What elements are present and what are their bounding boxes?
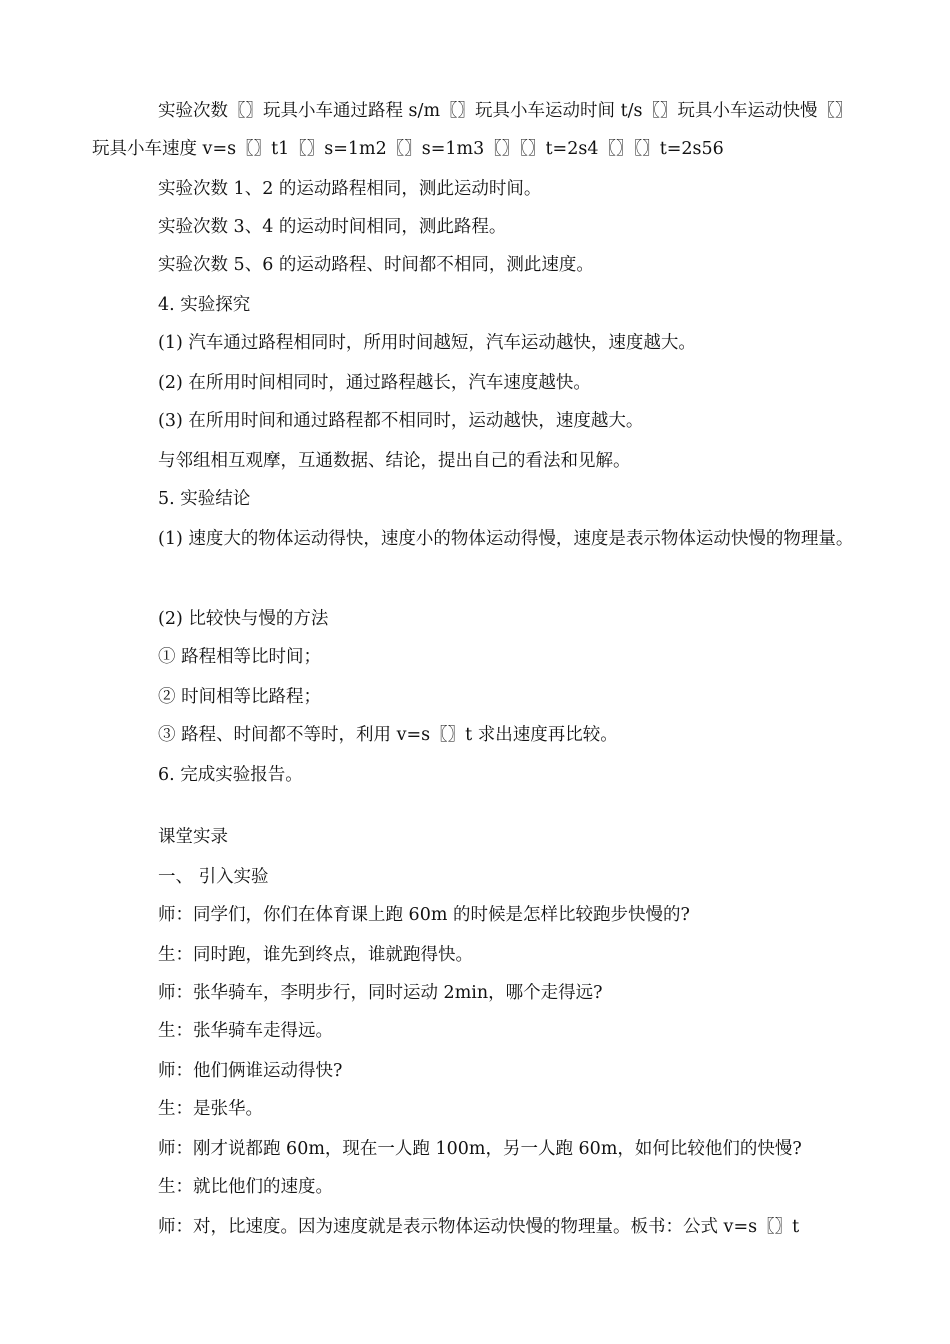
dialogue-line-6: 生：是张华。 [158,1099,263,1119]
dialogue-line-9: 师：对，比速度。因为速度就是表示物体运动快慢的物理量。板书：公式 v=s〖〗t [158,1217,800,1237]
dialogue-line-8: 生：就比他们的速度。 [158,1177,333,1197]
dialogue-line-1: 师：同学们，你们在体育课上跑 60m 的时候是怎样比较跑步快慢的? [158,905,690,925]
paragraph-12: ② 时间相等比路程； [158,687,322,707]
paragraph-5: (1) 汽车通过路程相同时，所用时间越短，汽车运动越快，速度越大。 [158,333,696,353]
dialogue-line-5: 师：他们俩谁运动得快? [158,1061,343,1081]
paragraph-2: 实验次数 1、2 的运动路程相同，测此运动时间。 [158,179,542,199]
paragraph-3: 实验次数 3、4 的运动时间相同，测此路程。 [158,217,507,237]
dialogue-line-7: 师：刚才说都跑 60m，现在一人跑 100m，另一人跑 60m，如何比较他们的快慢? [158,1139,802,1159]
paragraph-10: (2) 比较快与慢的方法 [158,609,329,629]
paragraph-8: 与邻组相互观摩，互通数据、结论，提出自己的看法和见解。 [158,451,631,471]
paragraph-7: (3) 在所用时间和通过路程都不相同时，运动越快，速度越大。 [158,411,644,431]
section-heading-6: 6. 完成实验报告。 [158,765,303,785]
section-heading-5: 5. 实验结论 [158,489,251,509]
paragraph-9: (1) 速度大的物体运动得快，速度小的物体运动得慢，速度是表示物体运动快慢的物理量。 [158,529,854,549]
paragraph-11: ① 路程相等比时间； [158,647,322,667]
section-heading-4: 4. 实验探究 [158,295,251,315]
subsection-heading-1: 一、 引入实验 [158,867,269,887]
paragraph-13: ③ 路程、时间都不等时，利用 v=s〖〗t 求出速度再比较。 [158,725,618,745]
paragraph-1: 实验次数〖〗玩具小车通过路程 s/m〖〗玩具小车运动时间 t/s〖〗玩具小车运动快慢〖〗玩具小车速度 v=s〖〗t1〖〗s=1m2〖〗s=1m3〖〗〖〗t=2s4〖〗〖〗t=2s56 [92,101,853,159]
paragraph-6: (2) 在所用时间相同时，通过路程越长，汽车速度越快。 [158,373,591,393]
dialogue-line-4: 生：张华骑车走得远。 [158,1021,333,1041]
dialogue-line-3: 师：张华骑车，李明步行，同时运动 2min，哪个走得远? [158,983,603,1003]
paragraph-4: 实验次数 5、6 的运动路程、时间都不相同，测此速度。 [158,255,594,275]
section-title-classroom: 课堂实录 [158,827,228,847]
dialogue-line-2: 生：同时跑，谁先到终点，谁就跑得快。 [158,945,473,965]
